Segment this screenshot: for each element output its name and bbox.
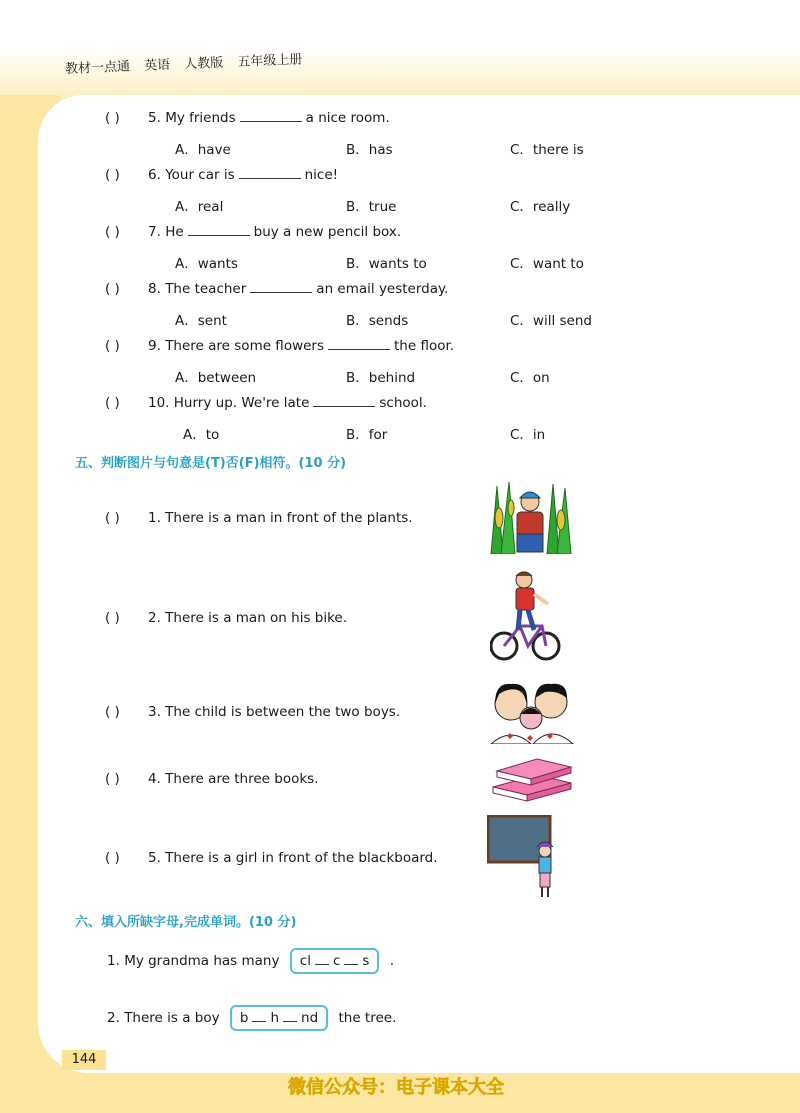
question-number: 9.: [148, 338, 161, 354]
question-before: There are some flowers: [165, 338, 325, 354]
question-line: [148, 338, 454, 354]
question-before: Hurry up. We're late: [173, 395, 310, 411]
family-faces-picture: [487, 678, 577, 744]
letter-gap[interactable]: [283, 1020, 297, 1022]
answer-blank[interactable]: [188, 234, 250, 236]
question-after: nice!: [304, 167, 339, 183]
question-after: school.: [379, 395, 427, 411]
answer-blank[interactable]: [328, 348, 390, 350]
question-line: [148, 281, 448, 297]
statement-4: 4. There are three books.: [148, 771, 319, 787]
section-5-title: 五、判断图片与句意是(T)否(F)相符。(10 分): [75, 456, 347, 471]
option-c: C．will send: [510, 313, 592, 329]
question-line: [148, 167, 338, 183]
option-c: C．on: [510, 370, 550, 386]
answer-paren[interactable]: ( ): [105, 338, 120, 354]
question-line: [148, 395, 427, 411]
option-b: B．has: [346, 142, 393, 158]
letter-gap[interactable]: [252, 1020, 266, 1022]
fill-before: There is a boy: [124, 1010, 220, 1026]
option-b: B．behind: [346, 370, 416, 386]
option-a: A．wants: [175, 256, 238, 272]
page-number: 144: [62, 1050, 106, 1070]
answer-paren[interactable]: ( ): [105, 224, 120, 240]
answer-blank[interactable]: [250, 291, 312, 293]
header-grade: 五年级上册: [237, 52, 303, 71]
question-before: My friends: [165, 110, 236, 126]
fill-before: My grandma has many: [124, 953, 280, 969]
word-part: h: [270, 1010, 280, 1026]
question-after: the floor.: [394, 338, 455, 354]
question-before: The teacher: [165, 281, 247, 297]
option-a: A．sent: [175, 313, 227, 329]
fill-after: .: [389, 953, 395, 969]
fill-after: the tree.: [338, 1010, 397, 1026]
watermark-text: 微信公众号：电子课本大全: [288, 1077, 504, 1098]
question-number: 6.: [148, 167, 161, 183]
option-a: A．real: [175, 199, 224, 215]
answer-paren[interactable]: ( ): [105, 395, 120, 411]
statement-5: 5. There is a girl in front of the blackboard.: [148, 850, 438, 866]
question-number: 5.: [148, 110, 161, 126]
word-part: c: [332, 953, 341, 969]
answer-paren[interactable]: ( ): [105, 850, 120, 866]
option-b: B．for: [346, 427, 388, 443]
word-part: b: [239, 1010, 249, 1026]
statement-2: 2. There is a man on his bike.: [148, 610, 348, 626]
header-edition: 人教版: [183, 55, 224, 73]
fill-number: 1.: [107, 953, 120, 969]
option-c: C．really: [510, 199, 571, 215]
answer-paren[interactable]: ( ): [105, 510, 120, 526]
section-6-title: 六、填入所缺字母,完成单词。(10 分): [75, 915, 297, 930]
letter-box-behind[interactable]: [230, 1005, 328, 1031]
option-a: A．have: [175, 142, 231, 158]
answer-paren[interactable]: ( ): [105, 771, 120, 787]
word-part: nd: [301, 1010, 319, 1026]
man-in-cornfield-picture: [487, 478, 573, 554]
word-part: s: [362, 953, 370, 969]
fill-number: 2.: [107, 1010, 120, 1026]
question-number: 7.: [148, 224, 161, 240]
answer-paren[interactable]: ( ): [105, 281, 120, 297]
option-b: B．true: [346, 199, 397, 215]
man-on-bike-picture: [490, 568, 562, 664]
question-number: 8.: [148, 281, 161, 297]
option-c: C．there is: [510, 142, 584, 158]
option-b: B．wants to: [346, 256, 427, 272]
letter-gap[interactable]: [344, 963, 358, 965]
word-part: cl: [299, 953, 311, 969]
option-c: C．in: [510, 427, 546, 443]
statement-3: 3. The child is between the two boys.: [148, 704, 401, 720]
answer-blank[interactable]: [313, 405, 375, 407]
statement-1: 1. There is a man in front of the plants.: [148, 510, 413, 526]
question-number: 10.: [148, 395, 170, 411]
books-picture: [487, 757, 573, 803]
fill-item-2: [107, 1005, 396, 1031]
fill-item-1: [107, 948, 394, 974]
option-a: A．to: [183, 427, 220, 443]
question-after: an email yesterday.: [316, 281, 449, 297]
question-line: [148, 110, 390, 126]
header-subject: 英语: [143, 57, 171, 74]
option-b: B．sends: [346, 313, 409, 329]
header-series: 教材一点通: [64, 59, 131, 77]
answer-paren[interactable]: ( ): [105, 704, 120, 720]
option-a: A．between: [175, 370, 257, 386]
option-c: C．want to: [510, 256, 584, 272]
question-before: He: [165, 224, 184, 240]
letter-gap[interactable]: [315, 963, 329, 965]
answer-blank[interactable]: [239, 177, 301, 179]
question-line: [148, 224, 401, 240]
letter-box-clocks[interactable]: [290, 948, 380, 974]
answer-paren[interactable]: ( ): [105, 110, 120, 126]
answer-paren[interactable]: ( ): [105, 167, 120, 183]
question-after: a nice room.: [305, 110, 390, 126]
girl-blackboard-picture: [487, 815, 559, 899]
answer-paren[interactable]: ( ): [105, 610, 120, 626]
question-after: buy a new pencil box.: [253, 224, 402, 240]
answer-blank[interactable]: [240, 120, 302, 122]
question-before: Your car is: [165, 167, 235, 183]
